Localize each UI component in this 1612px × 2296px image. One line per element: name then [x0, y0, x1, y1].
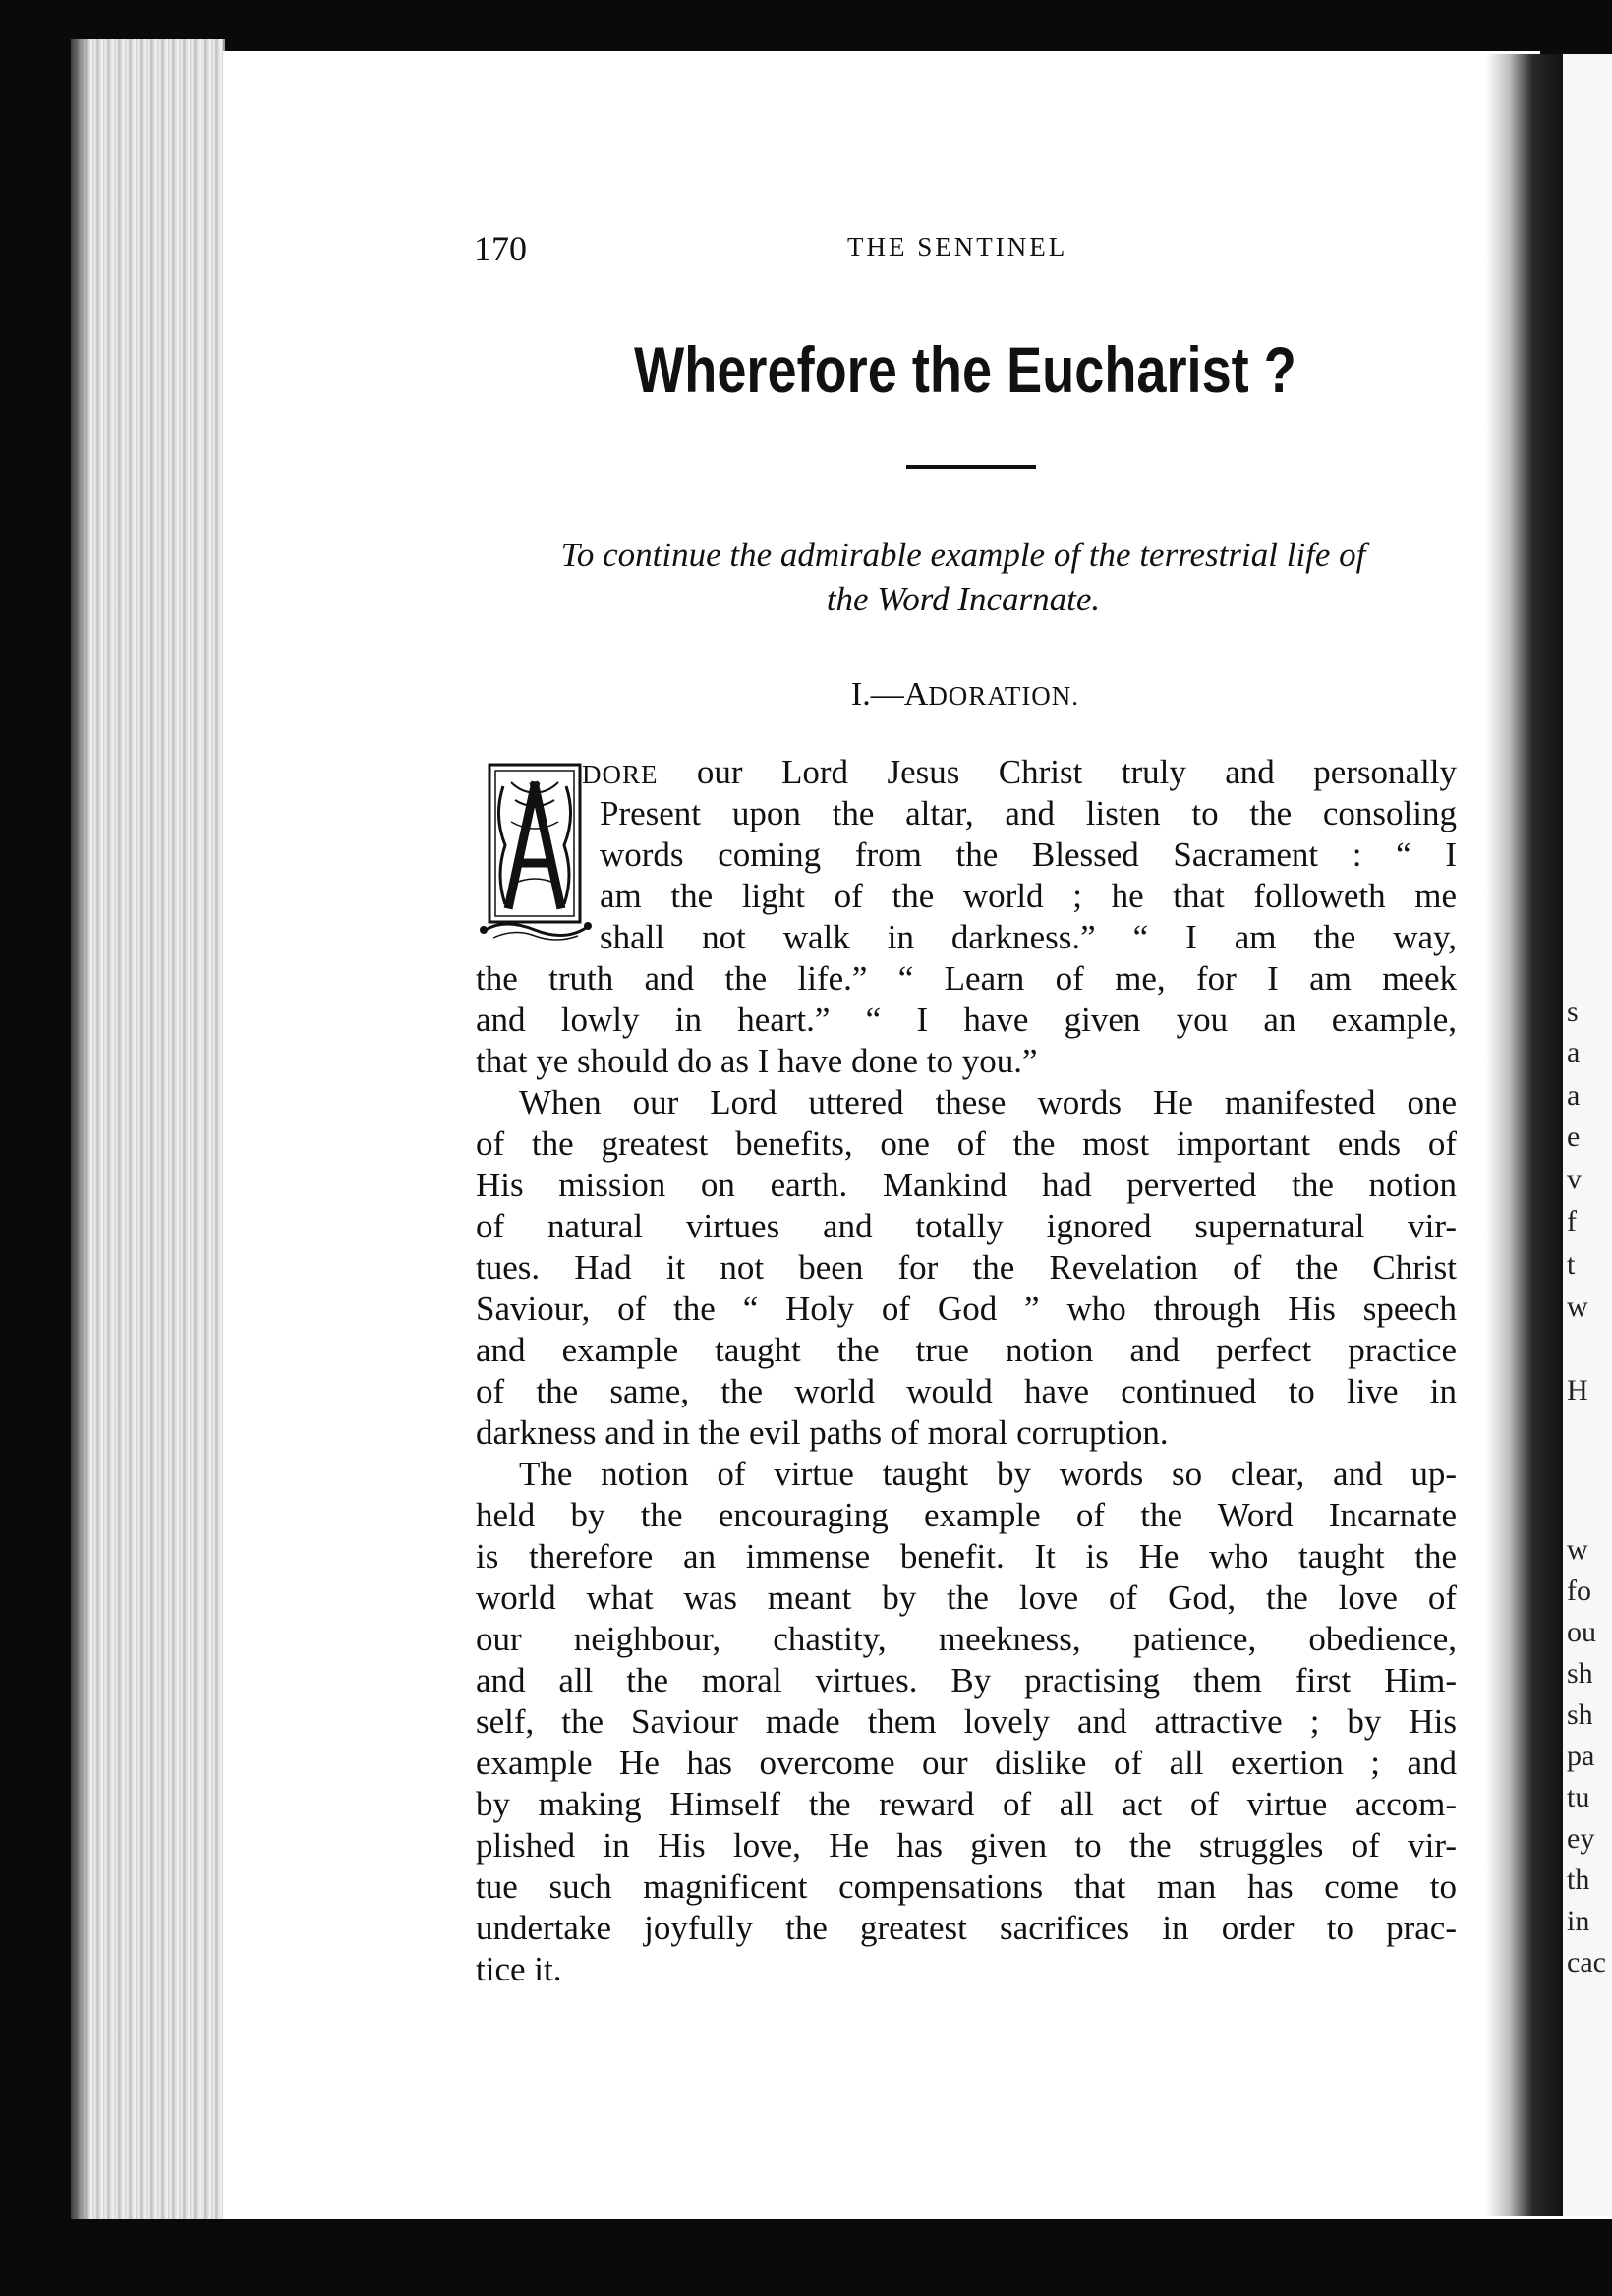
text-line: by making Himself the reward of all act of virtue accom-: [476, 1785, 1457, 1823]
next-page-fragment: sh: [1567, 1657, 1593, 1690]
text-line: shall not walk in darkness.” “ I am the way,: [600, 918, 1457, 956]
section-number: I.—A: [850, 676, 929, 713]
text-line: example He has overcome our dislike of all exertion ; and: [476, 1744, 1457, 1782]
text-line: His mission on earth. Mankind had perverted the notion: [476, 1166, 1457, 1204]
journal-title: THE SENTINEL: [847, 232, 1068, 261]
text-line: of the same, the world would have continued to live in: [476, 1372, 1457, 1410]
next-page-fragment: cac: [1567, 1946, 1606, 1979]
text-line: of the greatest benefits, one of the most important ends of: [476, 1124, 1457, 1163]
text-line: plished in His love, He has given to the struggles of vir-: [476, 1826, 1457, 1865]
next-page-fragment: w: [1567, 1533, 1588, 1566]
text-line: The notion of virtue taught by words so clear, and up-: [519, 1455, 1457, 1493]
text-line: darkness and in the evil paths of moral corruption.: [476, 1413, 1169, 1452]
text-line: tice it.: [476, 1950, 562, 1988]
next-page-fragment: ou: [1567, 1616, 1596, 1648]
line-text: our Lord Jesus Christ truly and personally: [696, 753, 1457, 791]
text-line: [582, 752, 1457, 793]
next-page-fragment: f: [1567, 1205, 1577, 1237]
next-page-fragment: s: [1567, 996, 1579, 1028]
next-page-fragment: e: [1567, 1120, 1581, 1153]
text-line: our neighbour, chastity, meekness, patience, obedience,: [476, 1620, 1457, 1658]
text-line: tue such magnificent compensations that man has come to: [476, 1867, 1457, 1906]
text-line: Saviour, of the “ Holy of God ” who through His speech: [476, 1290, 1457, 1328]
next-page-fragment: th: [1567, 1864, 1590, 1896]
next-page-fragment: a: [1567, 1036, 1581, 1068]
text-line: and example taught the true notion and perfect practice: [476, 1331, 1457, 1369]
text-line: self, the Saviour made them lovely and attractive ; by His: [476, 1702, 1457, 1741]
text-line: that ye should do as I have done to you.”: [476, 1042, 1038, 1080]
next-page-fragment: sh: [1567, 1698, 1593, 1731]
text-line: and all the moral virtues. By practising them first Him-: [476, 1661, 1457, 1699]
text-line: undertake joyfully the greatest sacrifices in order to prac-: [476, 1909, 1457, 1947]
text-line: words coming from the Blessed Sacrament : “ I: [600, 835, 1457, 874]
article-title: Wherefore the Eucharist ?: [634, 333, 1296, 406]
section-word: DORATION.: [928, 681, 1080, 711]
text-line: Present upon the altar, and listen to the consoling: [600, 794, 1457, 832]
next-page-fragment: H: [1567, 1374, 1588, 1406]
next-page-fragment: w: [1567, 1291, 1588, 1323]
subtitle-line: the Word Incarnate.: [826, 580, 1101, 618]
text-line: of natural virtues and totally ignored supernatural vir-: [476, 1207, 1457, 1245]
next-page-fragment: a: [1567, 1079, 1581, 1112]
text-line: is therefore an immense benefit. It is He who taught the: [476, 1537, 1457, 1576]
next-page-fragment: v: [1567, 1163, 1582, 1195]
next-page-fragment: tu: [1567, 1781, 1590, 1813]
text-line: the truth and the life.” “ Learn of me, for I am meek: [476, 959, 1457, 998]
subtitle-line: To continue the admirable example of the terrestrial life of: [560, 536, 1366, 574]
text-line: and lowly in heart.” “ I have given you an example,: [476, 1001, 1457, 1039]
next-page-fragment: fo: [1567, 1575, 1591, 1607]
next-page-fragment: pa: [1567, 1740, 1595, 1772]
page-number: 170: [474, 229, 527, 268]
next-page-fragment: ey: [1567, 1822, 1595, 1855]
text-line: tues. Had it not been for the Revelation of the Christ: [476, 1248, 1457, 1287]
lead-in-small-caps: DORE: [582, 760, 659, 789]
text-line: When our Lord uttered these words He manifested one: [519, 1083, 1457, 1121]
text-line: world what was meant by the love of God, the love of: [476, 1578, 1457, 1617]
text-line: held by the encouraging example of the Word Incarnate: [476, 1496, 1457, 1534]
next-page-fragment: in: [1567, 1905, 1590, 1937]
next-page-fragment: t: [1567, 1248, 1576, 1281]
text-line: am the light of the world ; he that followeth me: [600, 877, 1457, 915]
